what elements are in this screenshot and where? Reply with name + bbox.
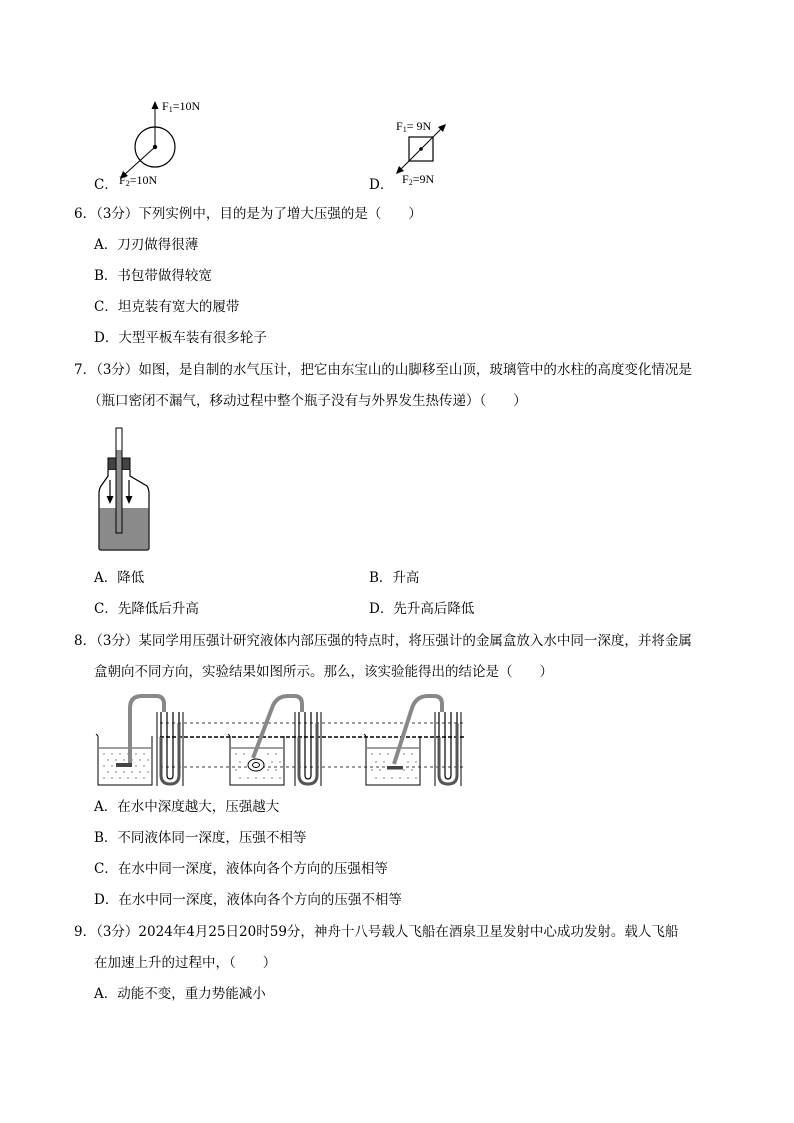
q7-stem-line2: （瓶口密闭不漏气，移动过程中整个瓶子没有与外界发生热传递）（ ） [88, 393, 527, 409]
q9-stem-line1: 9．（3分）2024年4月25日20时59分，神舟十八号载人飞船在酒泉卫星发射中心成功发射。载人飞船 [74, 924, 679, 940]
q8-stem-line1: 8．（3分）某同学用压强计研究液体内部压强的特点时，将压强计的金属盒放入水中同一深度，并将金属 [74, 633, 692, 649]
q5-option-d-letter: D． [369, 177, 394, 193]
q6-stem: 6．（3分）下列实例中，目的是为了增大压强的是（ ） [74, 206, 422, 222]
q5-option-c-letter: C． [94, 177, 118, 193]
q8-stem-line2: 盒朝向不同方向，实验结果如图所示。那么，该实验能得出的结论是（ ） [94, 664, 553, 680]
q8-option-b: B．不同液体同一深度，压强不相等 [94, 830, 307, 846]
q9-option-a: A．动能不变，重力势能减小 [94, 986, 266, 1002]
q7-option-b: B．升高 [369, 570, 420, 586]
q5-d-f2-label: $F_2=9N$ [402, 172, 435, 187]
q8-apparatus-2 [228, 696, 321, 786]
q5-c-f2-label: $F_2=10N$ [119, 173, 158, 188]
q8-option-c: C．在水中同一深度，液体向各个方向的压强相等 [94, 861, 388, 877]
q8-pressure-gauge-figure [94, 690, 474, 792]
q7-option-c: C．先降低后升高 [94, 601, 199, 617]
q6-option-a: A．刀刃做得很薄 [94, 237, 199, 253]
q8-apparatus-1 [96, 696, 183, 786]
q7-option-a: A．降低 [94, 570, 145, 586]
q9-stem-line2: 在加速上升的过程中，（ ） [94, 955, 277, 971]
q6-option-c: C．坦克装有宽大的履带 [94, 299, 240, 315]
q5-c-f1-label: $F_1=10N$ [162, 99, 201, 114]
q7-option-d: D．先升高后降低 [369, 601, 475, 617]
q6-option-d: D．大型平板车装有很多轮子 [94, 330, 267, 346]
q8-option-d: D．在水中同一深度，液体向各个方向的压强不相等 [94, 892, 402, 908]
q8-option-a: A．在水中深度越大，压强越大 [94, 799, 280, 815]
q7-stem-line1: 7．（3分）如图，是自制的水气压计，把它由东宝山的山脚移至山顶，玻璃管中的水柱的高度变化情况是 [74, 362, 692, 378]
q5-d-f1-label: $F_1= 9N$ [396, 119, 432, 134]
q6-option-b: B．书包带做得较宽 [94, 268, 212, 284]
q8-apparatus-3 [364, 696, 461, 786]
q7-water-barometer-figure [96, 428, 166, 556]
